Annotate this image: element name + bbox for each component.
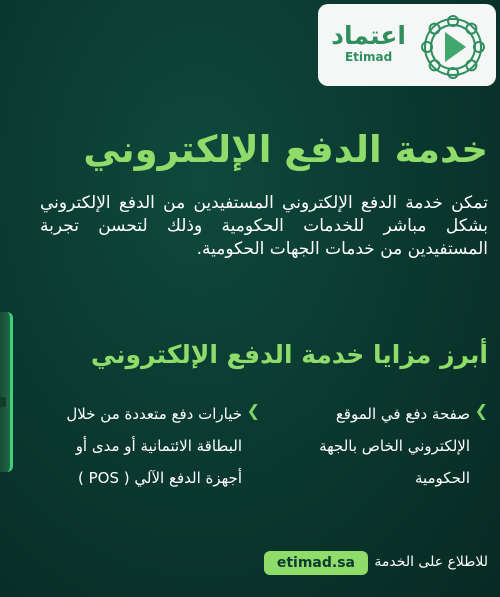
features-heading: أبرز مزايا خدمة الدفع الإلكتروني xyxy=(90,340,488,369)
chevron-right-icon: ❯ xyxy=(474,401,488,420)
chevron-right-icon: ❯ xyxy=(246,401,260,420)
service-description: تمكن خدمة الدفع الإلكتروني المستفيدين من الدفع الإلكتروني بشكل مباشر للخدمات الحكومية وذلك لتحسن تجربة المستفيدين من خدمات الجهات الحكومية. xyxy=(40,193,488,259)
feature-item-payment-page xyxy=(283,398,488,494)
page-title: خدمة الدفع الإلكتروني xyxy=(83,128,488,171)
feature-item-payment-options xyxy=(38,398,260,494)
footer-label: للاطلاع على الخدمة xyxy=(374,554,488,570)
feature-text: خيارات دفع متعددة من خلال البطاقة الائتمانية أو مدى أو أجهزة الدفع الآلي ( POS ) xyxy=(66,405,242,487)
etimad-emblem-icon xyxy=(418,12,488,82)
device-slot xyxy=(0,397,6,407)
feature-text: صفحة دفع في الموقع الإلكتروني الخاص بالجهة الحكومية xyxy=(319,405,470,487)
logo-wordmark xyxy=(331,22,406,64)
etimad-logo-card xyxy=(318,4,496,86)
logo-name-english: Etimad xyxy=(344,50,393,64)
payment-device-edge xyxy=(0,312,13,472)
etimad-link-button[interactable]: etimad.sa xyxy=(264,551,368,575)
logo-name-arabic: اعتماد xyxy=(331,21,406,50)
